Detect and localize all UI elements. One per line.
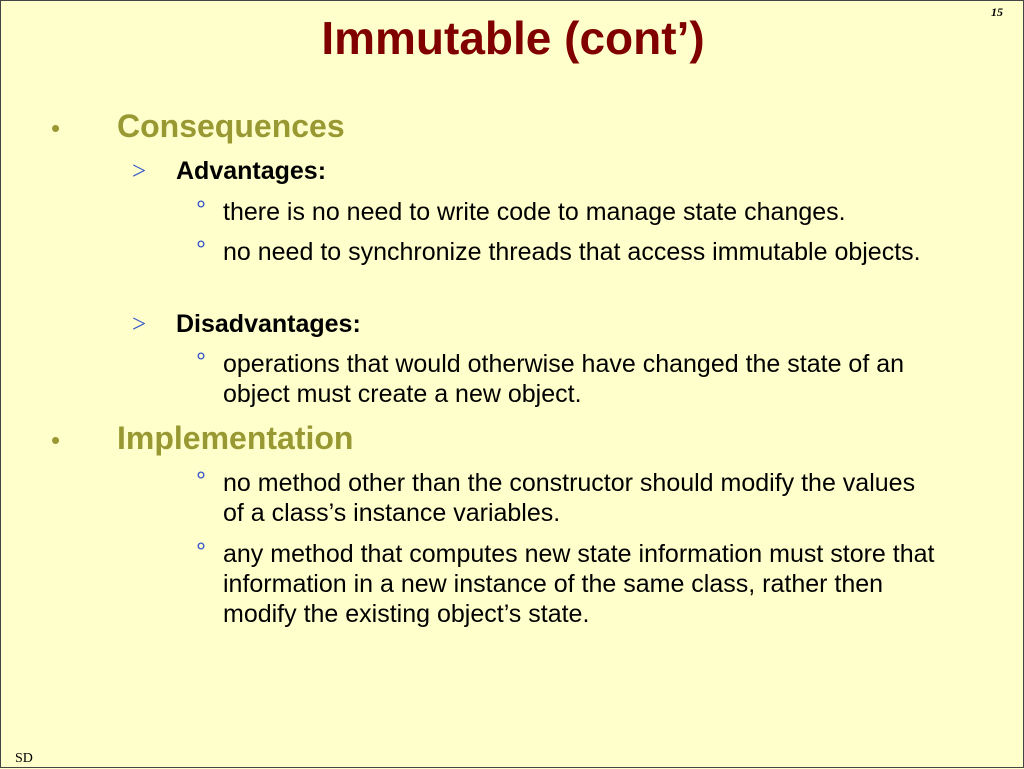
list-item [196,349,936,409]
list-item-text: operations that would otherwise have changed the state of an object must create a new object. [223,350,905,408]
list-item [196,237,936,267]
degree-bullet-icon: ° [196,348,206,376]
list-item-text: no need to synchronize threads that access immutable objects. [223,238,921,266]
section-heading-consequences [45,107,345,147]
list-item-text: any method that computes new state information must store that information in a new instance of the same class, rather then modify the existing object’s state. [223,540,935,628]
degree-bullet-icon: ° [196,467,206,495]
subheading-disadvantages [132,309,361,340]
degree-bullet-icon: ° [196,538,206,566]
list-item [196,197,936,227]
list-item [196,468,936,528]
footer-label: SD [15,751,33,766]
subheading-label: Advantages: [176,157,327,185]
section-heading-label: Implementation [117,420,354,456]
degree-bullet-icon: ° [196,236,206,264]
bullet-icon: • [51,113,61,143]
section-heading-implementation [45,419,353,459]
arrow-icon: > [132,311,147,338]
list-item-text: no method other than the constructor should modify the values of a class’s instance variables. [223,469,916,527]
slide-title: Immutable (cont’) [321,12,705,64]
section-heading-label: Consequences [117,108,345,144]
degree-bullet-icon: ° [196,196,206,224]
slide-content [1,1,1024,769]
subheading-advantages [132,156,326,187]
page-number: 15 [991,5,1003,19]
bullet-icon: • [51,425,61,455]
list-item-text: there is no need to write code to manage state changes. [223,198,846,226]
list-item [196,539,936,629]
arrow-icon: > [132,158,147,185]
subheading-label: Disadvantages: [176,310,361,338]
